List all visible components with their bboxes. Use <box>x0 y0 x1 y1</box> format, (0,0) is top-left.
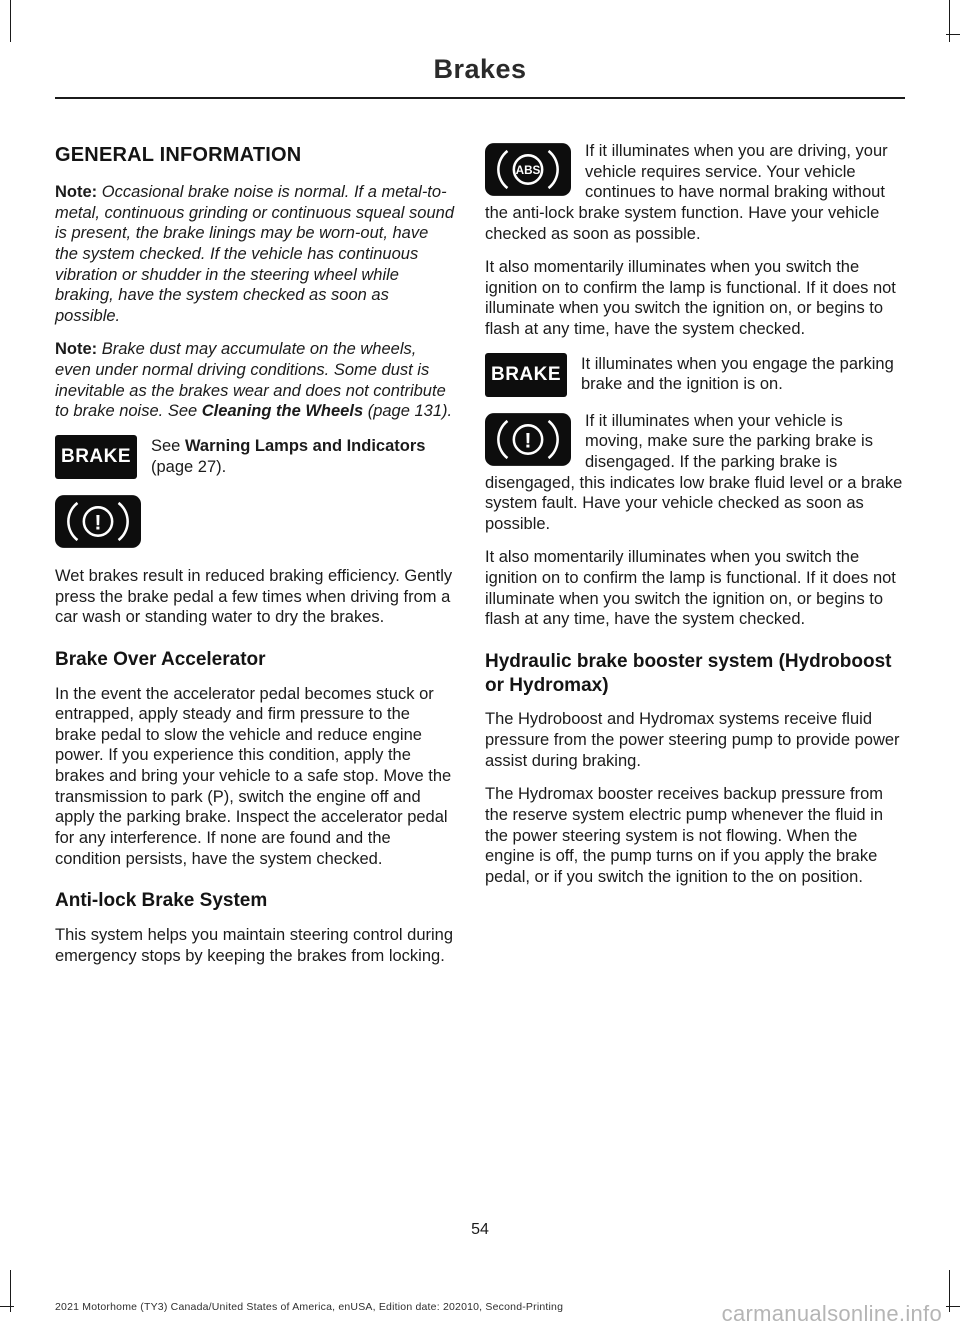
page-number: 54 <box>471 1221 489 1238</box>
exclamation-glyph: ! <box>524 427 532 452</box>
brake-lamp-paragraph: It illuminates when you engage the parking brake and the ignition is on. <box>581 354 894 394</box>
wet-brakes-paragraph: Wet brakes result in reduced braking efficiency. Gently press the brake pedal a few times when driving from a car wash or standing water to dry the brakes. <box>55 566 453 627</box>
crop-mark-bottom-left-h <box>0 1306 14 1307</box>
crop-mark-bottom-right-h <box>946 1306 960 1307</box>
reference-pre-text: See <box>151 436 185 455</box>
brake-lamp-label: BRAKE <box>60 446 132 467</box>
cross-reference-warning-lamps: Warning Lamps and Indicators <box>184 436 426 455</box>
brake-system-warning-block <box>485 411 905 535</box>
crop-mark-top-right-h <box>946 34 960 35</box>
abs-warning-lamp-icon <box>485 143 571 196</box>
note-text: (page 131). <box>363 402 453 421</box>
abs-lamp-block <box>485 141 905 244</box>
abs-lamp-paragraph: If it illuminates when you are driving, your vehicle requires service. Your vehicle continues to have normal braking without the anti-lock brake system function. Have your vehicle checked as soon as possible. <box>485 142 888 243</box>
hydraulic-paragraph-1: The Hydroboost and Hydromax systems receive fluid pressure from the power steering pump to provide power assist during braking. <box>485 710 900 770</box>
page-header <box>0 0 960 99</box>
abs-glyph: ABS <box>515 163 541 177</box>
cross-reference-cleaning-the-wheels: Cleaning the Wheels <box>201 402 364 421</box>
note-text: Occasional brake noise is normal. If a metal-to-metal, continuous grinding or continuous squeal sound is present, the brake linings may be worn-out, have the system checked. If the vehicle has continuous vibration or shudder in the steering wheel while braking, have the system checked as soon as possible. <box>55 183 455 325</box>
abs-lamp-paragraph-2: It also momentarily illuminates when you switch the ignition on to confirm the lamp is functional. If it does not illuminate when you switch the ignition on, or begins to flash at any time, have the system checked. <box>485 258 896 338</box>
brake-lamp-label: BRAKE <box>490 363 562 385</box>
note-label: Note: <box>55 183 98 201</box>
section-title-general-information: GENERAL INFORMATION <box>55 144 302 166</box>
brake-warning-lamp-icon <box>485 353 567 397</box>
note-text: Brake dust may accumulate on the wheels, even under normal driving conditions. Some dust is inevitable as the brakes wear and does not contribute to brake noise. See <box>55 340 446 421</box>
brake-system-warning-icon <box>485 413 571 466</box>
brake-lamp-reference-block <box>55 435 455 479</box>
right-column <box>485 141 905 979</box>
note-paragraph-2 <box>55 339 455 422</box>
section-title-anti-lock-brake-system: Anti-lock Brake System <box>55 890 268 912</box>
brake-system-warning-paragraph: If it illuminates when your vehicle is moving, make sure the parking brake is disengaged. If the parking brake is disengaged, this indicates low brake fluid level or a brake system fault. Have your vehicle checked as soon as possible. <box>485 411 903 533</box>
section-title-brake-over-accelerator: Brake Over Accelerator <box>55 648 266 670</box>
anti-lock-brake-paragraph: This system helps you maintain steering control during emergency stops by keeping the brakes from locking. <box>55 925 454 965</box>
crop-mark-top-right-v <box>949 0 950 42</box>
watermark-text: carmanualsonline.info <box>721 1301 942 1326</box>
note-label: Note: <box>55 340 98 359</box>
brake-warning-lamp-icon <box>55 435 137 479</box>
page-content <box>0 99 960 979</box>
brake-over-accelerator-paragraph: In the event the accelerator pedal becomes stuck or entrapped, apply steady and firm pressure to the brake pedal to slow the vehicle and reduce engine power. If you experience this condition, apply the brakes and bring your vehicle to a safe stop. Move the transmission to park (P), switch the engine off and apply the parking brake. Inspect the accelerator pedal for any interference. If none are found and the condition persists, have the system checked. <box>55 684 452 868</box>
brake-lamp-reference-text <box>151 435 455 477</box>
left-column <box>55 141 455 979</box>
hydraulic-paragraph-2: The Hydromax booster receives backup pressure from the reserve system electric pump whenever the fluid in the power steering system is not flowing. When the engine is off, the pump turns on if you apply the brake pedal, or if you switch the ignition to the on position. <box>485 785 884 886</box>
exclamation-glyph: ! <box>94 510 102 535</box>
reference-post-text: (page 27). <box>151 457 227 476</box>
brake-system-warning-icon <box>55 495 455 548</box>
section-title-hydraulic-brake-booster: Hydraulic brake booster system (Hydroboost or Hydromax) <box>485 650 892 696</box>
brake-lamp-block <box>485 353 905 397</box>
edition-footer-text: 2021 Motorhome (TY3) Canada/United States of America, enUSA, Edition date: 202010, Second-Printing <box>55 1301 564 1313</box>
page-title: Brakes <box>433 54 527 84</box>
note-paragraph-1 <box>55 182 455 326</box>
brake-system-warning-paragraph-2: It also momentarily illuminates when you switch the ignition on to confirm the lamp is functional. If it does not illuminate when you switch the ignition on, or begins to flash at any time, have the system checked. <box>485 548 896 629</box>
crop-mark-top-left-v <box>10 0 11 42</box>
